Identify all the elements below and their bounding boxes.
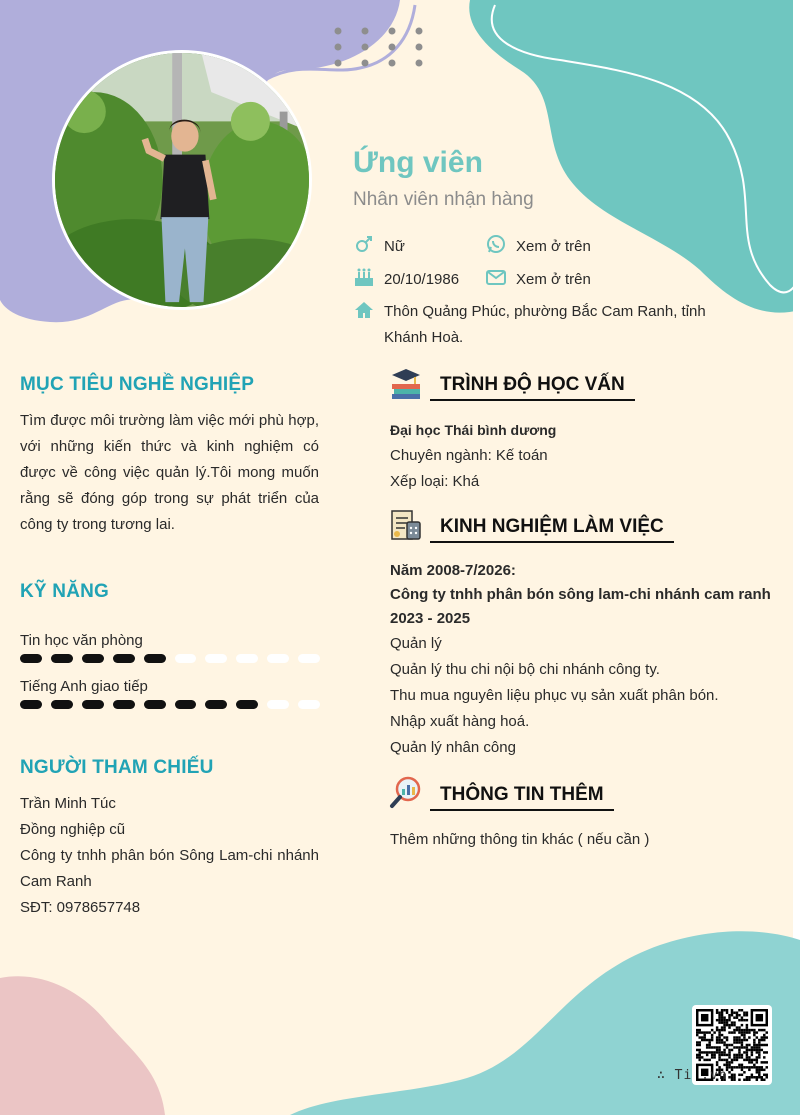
photo-illustration	[55, 53, 309, 307]
reference-block	[20, 791, 319, 921]
email-value: Xem ở trên	[516, 271, 591, 288]
skill-dot	[298, 700, 320, 709]
skill-dot	[20, 654, 42, 663]
phone-icon	[486, 234, 506, 254]
skill-dot	[113, 700, 135, 709]
magnifier-chart-icon	[389, 776, 423, 810]
skills-heading: KỸ NĂNG	[20, 581, 110, 602]
additional-heading: THÔNG TIN THÊM	[430, 784, 614, 811]
skill-dot	[144, 654, 166, 663]
experience-period: Năm 2008-7/2026:	[390, 562, 516, 579]
candidate-name: Ứng viên	[353, 146, 483, 179]
birthday-value: 20/10/1986	[384, 271, 460, 288]
experience-duty: Thu mua nguyên liệu phục vụ sản xuất phân bón.	[390, 687, 719, 704]
skill-dot	[51, 654, 73, 663]
experience-duty: Nhập xuất hàng hoá.	[390, 713, 530, 730]
skill-dot	[236, 654, 258, 663]
skill-bar-2	[20, 700, 320, 710]
skill-dot	[113, 654, 135, 663]
skill-bar-1	[20, 654, 320, 664]
education-heading: TRÌNH ĐỘ HỌC VẤN	[430, 374, 635, 401]
address-line-2: Khánh Hoà.	[384, 329, 464, 346]
skill-dot	[267, 700, 289, 709]
experience-duty: Quản lý nhân công	[390, 739, 516, 756]
education-grade: Xếp loại: Khá	[390, 473, 480, 490]
reference-heading: NGƯỜI THAM CHIẾU	[20, 757, 214, 778]
work-document-icon	[389, 508, 423, 542]
skill-dot	[82, 654, 104, 663]
skill-name: Tin học văn phòng	[20, 632, 143, 649]
reference-name: Trần Minh Túc	[20, 795, 116, 812]
additional-text: Thêm những thông tin khác ( nếu cần )	[390, 831, 650, 848]
skill-dot	[298, 654, 320, 663]
experience-company: Công ty tnhh phân bón sông lam-chi nhánh cam ranh	[390, 586, 771, 603]
email-icon	[486, 267, 506, 287]
skill-dot	[267, 654, 289, 663]
job-title: Nhân viên nhận hàng	[353, 189, 534, 210]
experience-role: Quản lý	[390, 635, 442, 652]
skill-dot	[144, 700, 166, 709]
education-major: Chuyên ngành: Kế toán	[390, 447, 548, 464]
skill-dot	[82, 700, 104, 709]
experience-duty: Quản lý thu chi nội bộ chi nhánh công ty.	[390, 661, 660, 678]
gender-icon	[354, 234, 374, 254]
teal-blob	[469, 0, 800, 313]
experience-block	[390, 559, 785, 761]
skill-dot	[236, 700, 258, 709]
education-block	[390, 417, 780, 495]
objective-heading: MỤC TIÊU NGHỀ NGHIỆP	[20, 374, 255, 395]
education-school: Đại học Thái bình dương	[390, 422, 557, 438]
birthday-cake-icon	[354, 267, 374, 287]
experience-years: 2023 - 2025	[390, 610, 471, 627]
address-line-1: Thôn Quảng Phúc, phường Bắc Cam Ranh, tỉnh	[384, 303, 706, 320]
skill-dot	[205, 654, 227, 663]
experience-heading: KINH NGHIỆM LÀM VIỆC	[430, 516, 674, 543]
skill-dot	[51, 700, 73, 709]
phone-value: Xem ở trên	[516, 238, 591, 255]
watermark-text: ∴ Ti .vn	[657, 1068, 728, 1083]
profile-photo	[52, 50, 312, 310]
pink-blob	[0, 976, 165, 1115]
objective-text: Tìm được môi trường làm việc mới phù hợp, với những kiến thức và kinh nghiệm có được về công việc quản lý.Tôi mong muốn rằng sẽ đóng góp trong sự phát triển của công ty trong tương lai.	[20, 412, 319, 533]
reference-position: Đồng nghiệp cũ	[20, 821, 126, 838]
address	[384, 299, 706, 351]
reference-company: Công ty tnhh phân bón Sông Lam-chi nhánh Cam Ranh	[20, 847, 319, 890]
skill-dot	[175, 700, 197, 709]
graduation-books-icon	[389, 366, 423, 400]
skill-dot	[20, 700, 42, 709]
home-icon	[354, 300, 374, 320]
skill-name: Tiếng Anh giao tiếp	[20, 678, 148, 695]
gender-value: Nữ	[384, 238, 405, 255]
skill-dot	[205, 700, 227, 709]
skill-dot	[175, 654, 197, 663]
reference-phone: SĐT: 0978657748	[20, 899, 141, 916]
